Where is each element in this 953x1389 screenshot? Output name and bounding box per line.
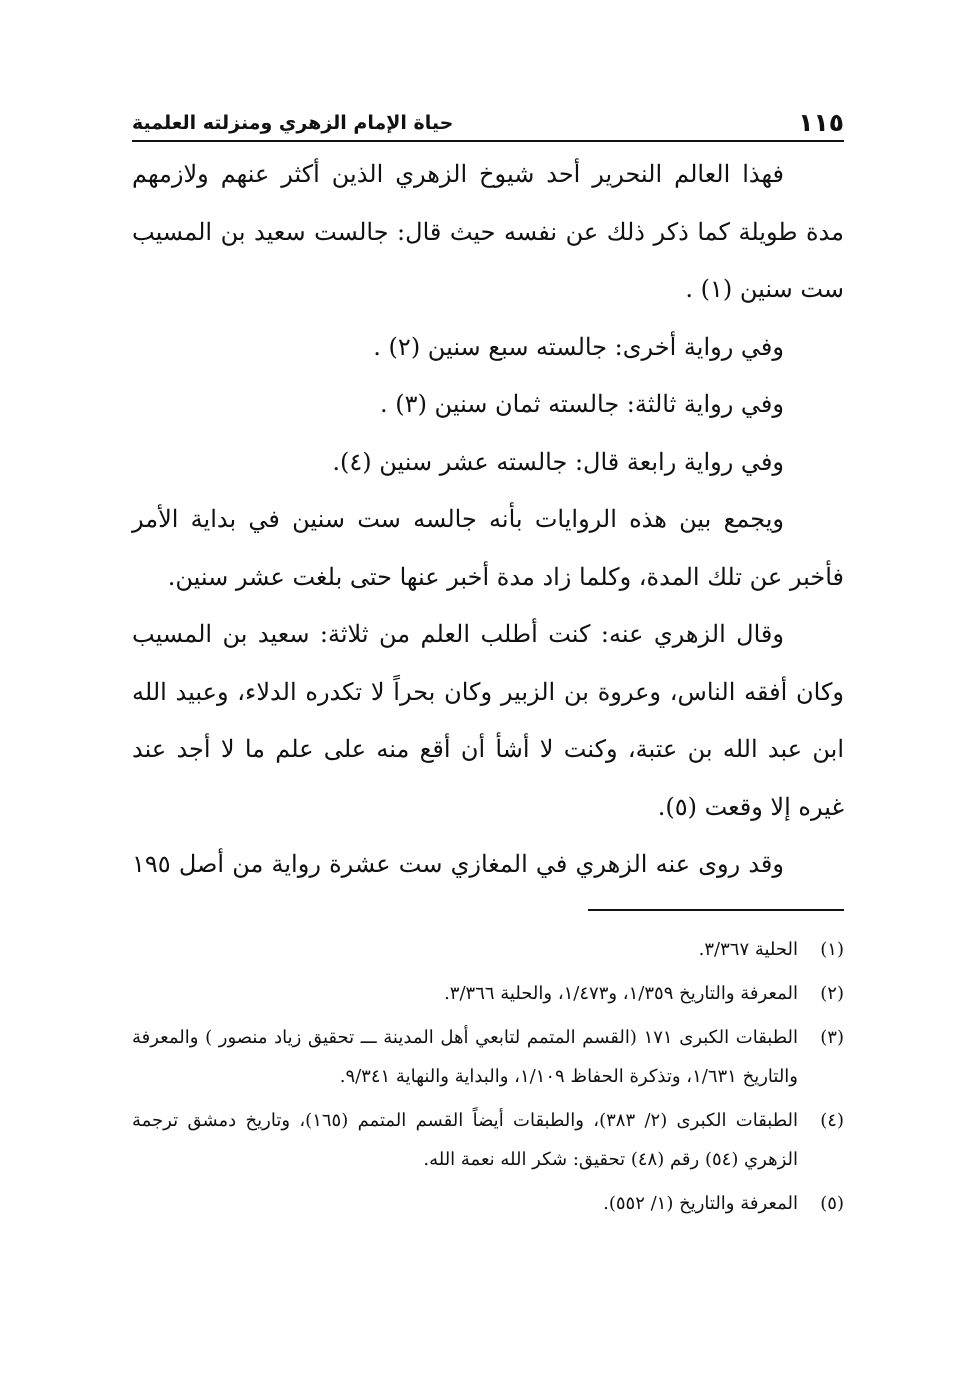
- paragraph: وقد روى عنه الزهري في المغازي ست عشرة رواية من أصل ١٩٥: [132, 850, 784, 878]
- footnote-number: (٤): [820, 1110, 844, 1131]
- footnote-separator: [588, 909, 844, 911]
- footnote-text: الطبقات الكبرى (٢/ ٣٨٣)، والطبقات أيضاً القسم المتمم (١٦٥)، وتاريخ دمشق ترجمة الزهري (٥٤) رقم (٤٨) تحقيق: شكر الله نعمة الله.: [132, 1110, 798, 1170]
- footnotes: [132, 930, 844, 1223]
- footnote-number: (٣): [820, 1027, 844, 1048]
- running-title: حياة الإمام الزهري ومنزلته العلمية: [132, 112, 454, 134]
- footnote: [132, 930, 844, 969]
- paragraph: وفي رواية ثالثة: جالسته ثمان سنين (٣) .: [380, 390, 784, 418]
- paragraph: فهذا العالم النحرير أحد شيوخ الزهري الذين أكثر عنهم ولازمهم مدة طويلة كما ذكر ذلك عن نفسه حيث قال: جالست سعيد بن المسيب ست سنين (١) .: [132, 160, 844, 303]
- paragraph: وفي رواية رابعة قال: جالسته عشر سنين (٤).: [332, 447, 784, 476]
- main-text: [132, 146, 844, 894]
- footnote-text: المعرفة والتاريخ ١/٣٥٩، و١/٤٧٣، والحلية ٣/٣٦٦.: [444, 983, 798, 1004]
- paragraph: وفي رواية أخرى: جالسته سبع سنين (٢) .: [373, 332, 784, 361]
- paragraph: ويجمع بين هذه الروايات بأنه جالسه ست سنين في بداية الأمر فأخبر عن تلك المدة، وكلما زاد مدة أخبر عنها حتى بلغت عشر سنين.: [132, 505, 844, 591]
- paragraph: وقال الزهري عنه: كنت أطلب العلم من ثلاثة: سعيد بن المسيب وكان أفقه الناس، وعروة بن الزبير وكان بحراً لا تكدره الدلاء، وعبيد الله ابن عبد الله بن عتبة، وكنت لا أشأ أن أقع منه على علم ما لا أجد عند غيره إلا وقعت (٥).: [132, 620, 844, 821]
- footnote-number: (١): [820, 939, 844, 960]
- footnote-text: الطبقات الكبرى ١٧١ (القسم المتمم لتابعي أهل المدينة ـــ تحقيق زياد منصور ) والمعرفة والتاريخ ١/٦٣١، وتذكرة الحفاظ ١/١٠٩، والبداية والنهاية ٩/٣٤١.: [132, 1027, 798, 1087]
- footnote: [132, 1018, 844, 1096]
- footnote: [132, 1184, 844, 1223]
- footnote-number: (٢): [820, 983, 844, 1004]
- page-header: [132, 100, 844, 142]
- page-number: ١١٥: [798, 108, 844, 137]
- footnote-text: الحلية ٣/٣٦٧.: [698, 939, 798, 960]
- footnote-number: (٥): [820, 1193, 844, 1214]
- footnote: [132, 1101, 844, 1179]
- footnote: [132, 974, 844, 1013]
- footnote-text: المعرفة والتاريخ (١/ ٥٥٢).: [603, 1193, 798, 1214]
